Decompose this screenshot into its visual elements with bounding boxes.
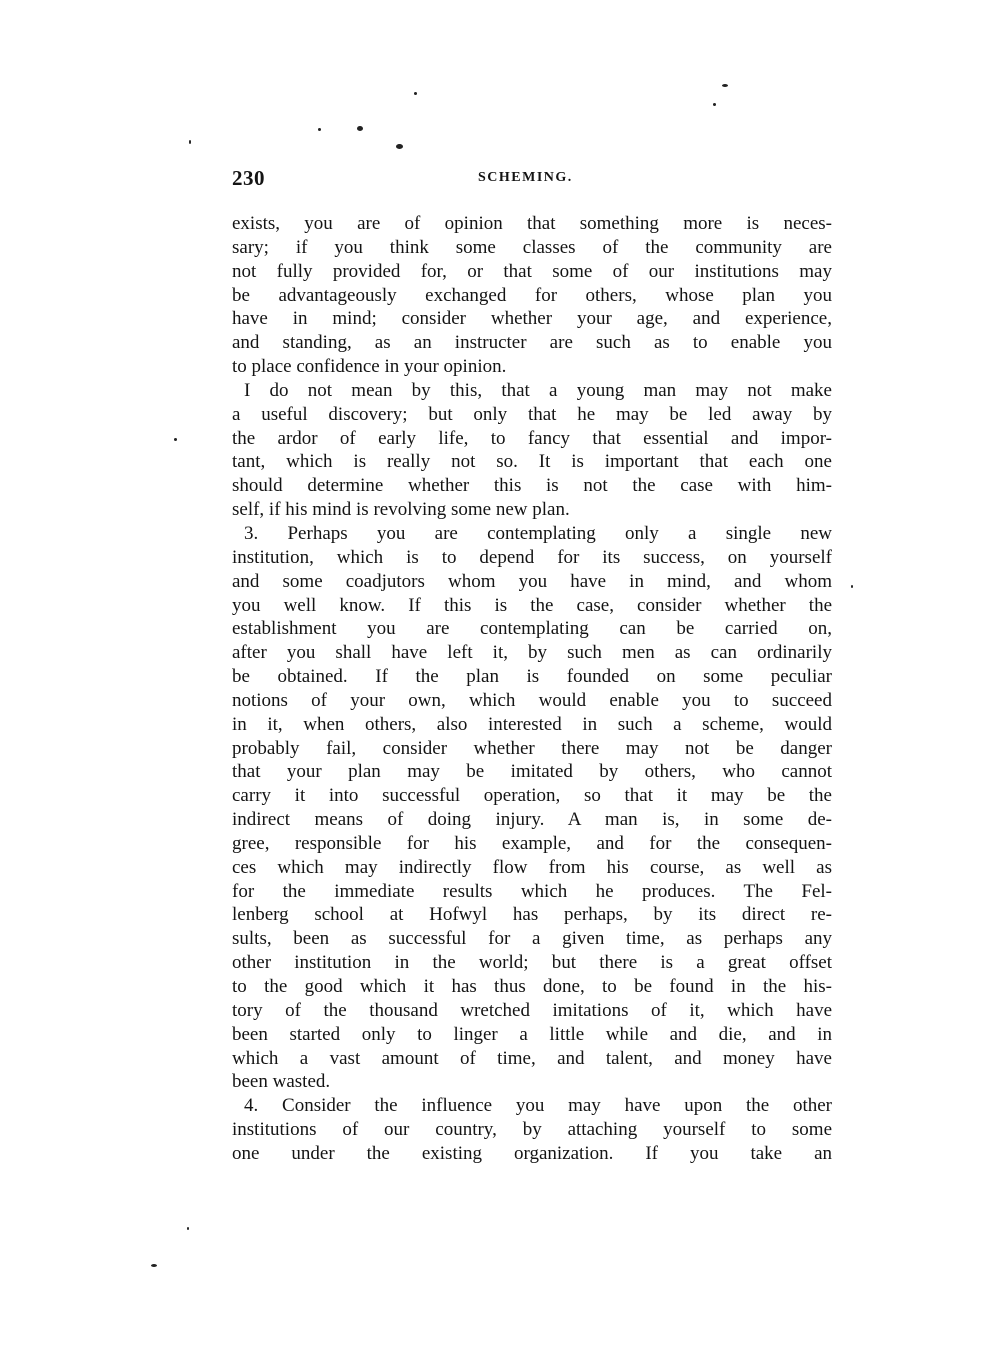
text-line: be advantageously exchanged for others, whose plan you — [232, 284, 832, 306]
scan-speck — [396, 144, 403, 149]
text-line: other institution in the world; but there is a great offset — [232, 952, 832, 974]
text-line: not fully provided for, or that some of our institutions may — [232, 260, 832, 282]
text-line: and standing, as an instructer are such as to enable you — [232, 332, 832, 354]
text-line: 4. Consider the influence you may have upon the other — [244, 1095, 832, 1117]
scan-speck — [357, 126, 363, 131]
running-head: SCHEMING. — [478, 170, 573, 185]
scan-speck — [713, 103, 716, 106]
text-line: indirect means of doing injury. A man is, in some de- — [232, 809, 832, 831]
text-line: one under the existing organization. If you take an — [232, 1142, 832, 1164]
body-text — [232, 212, 832, 1166]
text-line: should determine whether this is not the case with him- — [232, 475, 832, 497]
text-line: been started only to linger a little while and die, and in — [232, 1023, 832, 1045]
scan-speck — [414, 92, 417, 95]
text-line: probably fail, consider whether there may not be danger — [232, 737, 832, 759]
scan-speck — [151, 1264, 157, 1267]
page-header — [232, 166, 832, 190]
text-line: institution, which is to depend for its success, on yourself — [232, 546, 832, 568]
text-line: a useful discovery; but only that he may be led away by — [232, 403, 832, 425]
scan-speck — [174, 438, 177, 441]
scan-speck — [318, 128, 321, 131]
text-line: sults, been as successful for a given time, as perhaps any — [232, 928, 832, 950]
text-line: ces which may indirectly flow from his course, as well as — [232, 856, 832, 878]
text-line: been wasted. — [232, 1071, 331, 1093]
text-line: the ardor of early life, to fancy that essential and impor- — [232, 427, 832, 449]
text-line: for the immediate results which he produces. The Fel- — [232, 880, 832, 902]
text-line: establishment you are contemplating can be carried on, — [232, 618, 832, 640]
text-line: tant, which is really not so. It is important that each one — [232, 451, 832, 473]
text-line: that your plan may be imitated by others, who cannot — [232, 761, 832, 783]
text-line: lenberg school at Hofwyl has perhaps, by its direct re- — [232, 904, 832, 926]
text-line: 3. Perhaps you are contemplating only a single new — [244, 522, 832, 544]
text-line: have in mind; consider whether your age, and experience, — [232, 308, 832, 330]
text-line: institutions of our country, by attaching yourself to some — [232, 1119, 832, 1141]
text-line: to place confidence in your opinion. — [232, 356, 507, 378]
text-line: after you shall have left it, by such men as can ordinarily — [232, 642, 832, 664]
text-line: sary; if you think some classes of the community are — [232, 236, 832, 258]
text-line: to the good which it has thus done, to be found in the his- — [232, 976, 832, 997]
text-line: carry it into successful operation, so that it may be the — [232, 785, 832, 807]
scan-speck — [851, 585, 853, 588]
text-line: tory of the thousand wretched imitations of it, which have — [232, 999, 832, 1021]
page-number: 230 — [232, 166, 265, 190]
text-line: gree, responsible for his example, and for the consequen- — [232, 832, 832, 854]
text-line: you well know. If this is the case, consider whether the — [232, 594, 832, 616]
text-line: I do not mean by this, that a young man may not make — [244, 379, 832, 401]
scan-speck — [187, 1227, 189, 1230]
text-line: which a vast amount of time, and talent, and money have — [232, 1047, 832, 1069]
text-line: exists, you are of opinion that something more is neces- — [232, 213, 832, 234]
text-line: and some coadjutors whom you have in mind, and whom — [232, 570, 832, 592]
text-line: self, if his mind is revolving some new plan. — [232, 499, 570, 521]
text-line: be obtained. If the plan is founded on some peculiar — [232, 666, 832, 688]
text-line: notions of your own, which would enable you to succeed — [232, 689, 832, 711]
scan-speck — [189, 140, 191, 144]
scan-speck — [722, 84, 728, 87]
text-line: in it, when others, also interested in such a scheme, would — [232, 713, 832, 735]
